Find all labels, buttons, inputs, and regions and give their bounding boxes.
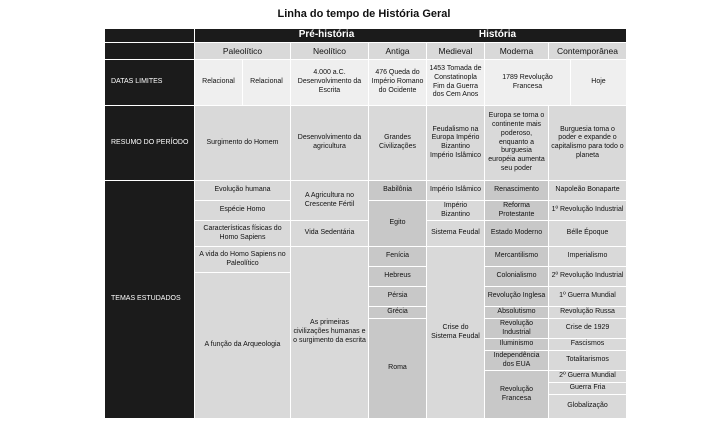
tema-medieval: Império Islâmico [427,181,485,201]
tema-contemporanea: Bélle Époque [549,221,627,247]
tema-medieval: Império Bizantino [427,201,485,221]
tema-paleolitico: Espécie Homo [195,201,291,221]
tema-contemporanea: 1º Guerra Mundial [549,287,627,307]
datas-moderna: 1789 Revolução Francesa [485,60,571,106]
tema-contemporanea: Guerra Fria [549,383,627,395]
header-prehistoria: Pré-história [195,29,459,43]
tema-antiga: Babilônia [369,181,427,201]
header-contemporanea: Contemporânea [549,43,627,60]
header-corner [105,29,195,43]
tema-contemporanea: Revolução Russa [549,307,627,319]
tema-moderna: Reforma Protestante [485,201,549,221]
label-resumo: RESUMO DO PERÍODO [105,106,195,181]
tema-contemporanea: Crise de 1929 [549,319,627,339]
tema-antiga: Egito [369,201,427,247]
tema-medieval: Sistema Feudal [427,221,485,247]
datas-hoje: Hoje [571,60,627,106]
tema-moderna: Renascimento [485,181,549,201]
tema-paleolitico: A vida do Homo Sapiens no Paleolítico [195,247,291,273]
tema-contemporanea: 1º Revolução Industrial [549,201,627,221]
tema-contemporanea: 2º Guerra Mundial [549,371,627,383]
tema-antiga: Pérsia [369,287,427,307]
datas-medieval: 1453 Tomada de Constatinopla Fim da Guerra dos Cem Anos [427,60,485,106]
datas-neolitico: 4.000 a.C. Desenvolvimento da Escrita [291,60,369,106]
tema-contemporanea: Imperialismo [549,247,627,267]
tema-contemporanea: 2º Revolução Industrial [549,267,627,287]
resumo-contemporanea: Burguesia toma o poder e expande o capitalismo para todo o planeta [549,106,627,181]
tema-contemporanea: Totalitarismos [549,351,627,371]
header-paleolitico: Paleolítico [195,43,291,60]
page-title: Linha do tempo de História Geral [277,8,451,20]
resumo-neolitico: Desenvolvimento da agricultura [291,106,369,181]
tema-neolitico: As primeiras civilizações humanas e o surgimento da escrita [291,247,369,419]
resumo-moderna: Europa se torna o continente mais poderoso, enquanto a burguesia européia aumenta seu poder [485,106,549,181]
tema-paleolitico: Características físicas do Homo Sapiens [195,221,291,247]
header-moderna: Moderna [485,43,549,60]
resumo-antiga: Grandes Civilizações [369,106,427,181]
header-corner-2 [105,43,195,60]
header-neolitico: Neolítico [291,43,369,60]
header-historia: História [369,29,627,43]
header-medieval: Medieval [427,43,485,60]
tema-moderna: Colonialismo [485,267,549,287]
tema-moderna: Iluminismo [485,339,549,351]
tema-moderna: Estado Moderno [485,221,549,247]
resumo-medieval: Feudalismo na Europa Império Bizantino Império Islâmico [427,106,485,181]
tema-moderna: Mercantilismo [485,247,549,267]
tema-contemporanea: Fascismos [549,339,627,351]
tema-antiga: Hebreus [369,267,427,287]
tema-moderna: Revolução Industrial [485,319,549,339]
tema-antiga: Grécia [369,307,427,319]
tema-contemporanea: Napoleão Bonaparte [549,181,627,201]
resumo-paleolitico: Surgimento do Homem [195,106,291,181]
tema-moderna: Absolutismo [485,307,549,319]
header-antiga: Antiga [369,43,427,60]
datas-paleolitico-inicio: Relacional [195,60,243,106]
tema-moderna: Revolução Francesa [485,371,549,419]
timeline-table [105,29,627,419]
tema-contemporanea: Globalização [549,395,627,419]
tema-paleolitico: A função da Arqueologia [195,273,291,419]
tema-neolitico: A Agricultura no Crescente Fértil [291,181,369,221]
label-temas: TEMAS ESTUDADOS [105,181,195,419]
tema-moderna: Independência dos EUA [485,351,549,371]
tema-neolitico: Vida Sedentária [291,221,369,247]
tema-moderna: Revolução Inglesa [485,287,549,307]
tema-antiga: Fenícia [369,247,427,267]
label-datas: DATAS LIMITES [105,60,195,106]
datas-antiga: 476 Queda do Império Romano do Ocidente [369,60,427,106]
datas-paleolitico-fim: Relacional [243,60,291,106]
tema-medieval: Crise do Sistema Feudal [427,247,485,419]
tema-antiga: Roma [369,319,427,419]
tema-paleolitico: Evolução humana [195,181,291,201]
